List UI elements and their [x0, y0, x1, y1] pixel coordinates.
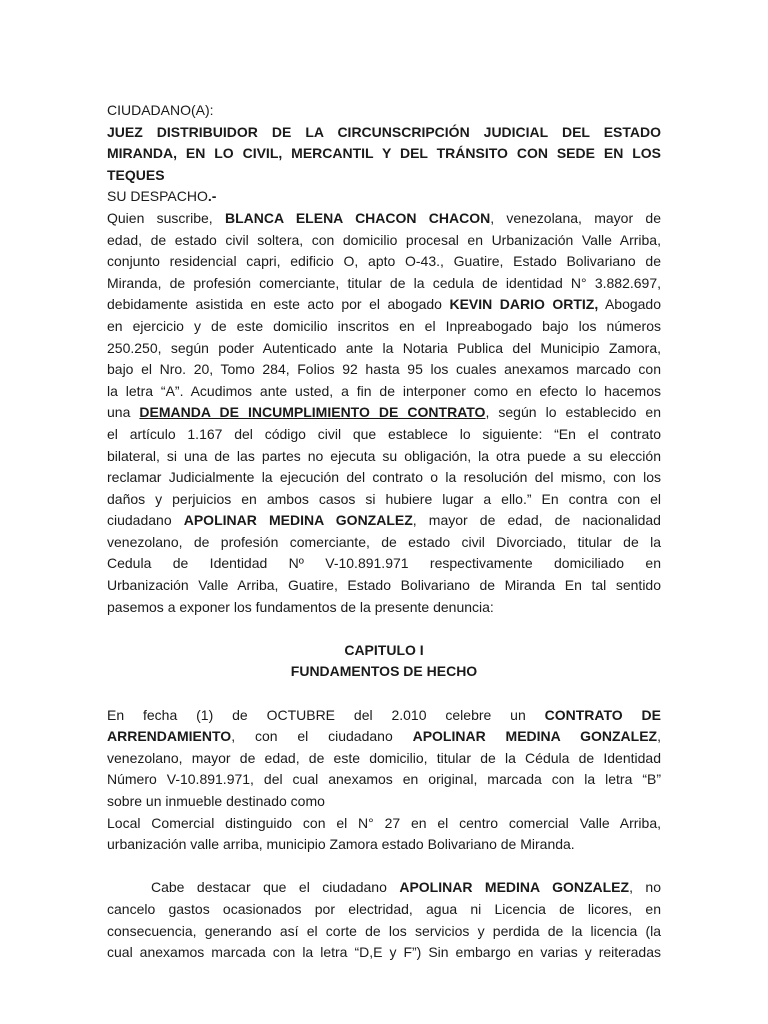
- facts-line: ARRENDAMIENTO, con el ciudadano APOLINAR MEDINA GONZALEZ,: [107, 728, 661, 745]
- intro-line: el artículo 1.167 del código civil que establece lo siguiente: “En el contrato: [107, 425, 661, 442]
- facts-line: venezolano, mayor de edad, de este domicilio, titular de la Cédula de Identidad: [107, 749, 661, 766]
- intro-line: la letra “A”. Acudimos ante usted, a fin de interponer como en efecto lo hacemos: [107, 382, 661, 399]
- intro-line: 250.250, según poder Autenticado ante la Notaria Publica del Municipio Zamora,: [107, 339, 661, 356]
- facts-line: Local Comercial distinguido con el N° 27 en el centro comercial Valle Arriba,: [107, 814, 661, 831]
- observation-line: Cabe destacar que el ciudadano APOLINAR MEDINA GONZALEZ, no: [151, 879, 661, 896]
- intro-line: conjunto residencial capri, edificio O, apto O-43., Guatire, Estado Bolivariano de: [107, 253, 661, 270]
- demand-title: DEMANDA DE INCUMPLIMIENTO DE CONTRATO: [139, 404, 486, 421]
- plaintiff-name: BLANCA ELENA CHACON CHACON: [224, 209, 491, 226]
- chapter-title: CAPITULO I: [344, 641, 424, 658]
- intro-line: debidamente asistida en este acto por el abogado KEVIN DARIO ORTIZ, Abogado: [107, 296, 662, 313]
- intro-line: Quien suscribe, BLANCA ELENA CHACON CHACON, venezolana, mayor de: [107, 209, 661, 226]
- addressee: CIUDADANO(A):: [107, 102, 214, 118]
- facts-line: Número V-10.891.971, del cual anexamos en original, marcada con la letra “B”: [107, 771, 661, 788]
- facts-line: sobre un inmueble destinado como: [107, 793, 325, 809]
- intro-line: Cedula de Identidad Nº V-10.891.971 respectivamente domiciliado en: [107, 555, 661, 572]
- intro-line: pasemos a exponer los fundamentos de la presente denuncia:: [107, 598, 494, 615]
- intro-line: ciudadano APOLINAR MEDINA GONZALEZ, mayor de edad, de nacionalidad: [107, 512, 661, 529]
- despacho: SU DESPACHO.-: [107, 188, 217, 205]
- court-line-3: TEQUES: [107, 166, 165, 183]
- intro-line: reclamar Judicialmente la ejecución del contrato o la resolución del mismo, con los: [107, 469, 661, 486]
- facts-line: En fecha (1) de OCTUBRE del 2.010 celebre un CONTRATO DE: [107, 706, 662, 723]
- court-line-1: JUEZ DISTRIBUIDOR DE LA CIRCUNSCRIPCIÓN JUDICIAL DEL ESTADO: [107, 123, 661, 140]
- defendant-name: APOLINAR MEDINA GONZALEZ: [183, 512, 413, 529]
- lawyer-name: KEVIN DARIO ORTIZ,: [449, 296, 599, 313]
- intro-line: daños y perjuicios en ambos casos si hubiere lugar a ello.” En contra con el: [107, 490, 661, 507]
- intro-line: edad, de estado civil soltera, con domicilio procesal en Urbanización Valle Arriba,: [107, 231, 661, 248]
- intro-line: Miranda, de profesión comerciante, titular de la cedula de identidad N° 3.882.697,: [107, 274, 661, 291]
- observation-line: cual anexamos marcada con la letra “D,E y F”) Sin embargo en varias y reiteradas: [107, 944, 661, 961]
- document-body: [107, 100, 661, 964]
- observation-line: consecuencia, generando así el corte de los servicios y perdida de la licencia (la: [107, 922, 661, 939]
- observation-line: cancelo gastos ocasionados por electridad, agua ni Licencia de licores, en: [107, 900, 661, 917]
- intro-line: en ejercicio y de este domicilio inscritos en el Inpreabogado bajo los números: [107, 317, 661, 334]
- intro-line: bilateral, si una de las partes no ejecuta su obligación, la otra puede a su elección: [107, 447, 661, 464]
- intro-line: bajo el Nro. 20, Tomo 284, Folios 92 hasta 95 los cuales anexamos marcado con: [107, 361, 661, 378]
- facts-line: urbanización valle arriba, municipio Zamora estado Bolivariano de Miranda.: [107, 836, 575, 853]
- court-line-2: MIRANDA, EN LO CIVIL, MERCANTIL Y DEL TRÁNSITO CON SEDE EN LOS: [107, 145, 661, 162]
- intro-line: una DEMANDA DE INCUMPLIMIENTO DE CONTRATO, según lo establecido en: [107, 404, 662, 421]
- intro-line: venezolano, de profesión comerciante, de estado civil Divorciado, titular de la: [107, 533, 661, 550]
- intro-line: Urbanización Valle Arriba, Guatire, Estado Bolivariano de Miranda En tal sentido: [107, 577, 661, 594]
- chapter-subtitle: FUNDAMENTOS DE HECHO: [290, 663, 478, 680]
